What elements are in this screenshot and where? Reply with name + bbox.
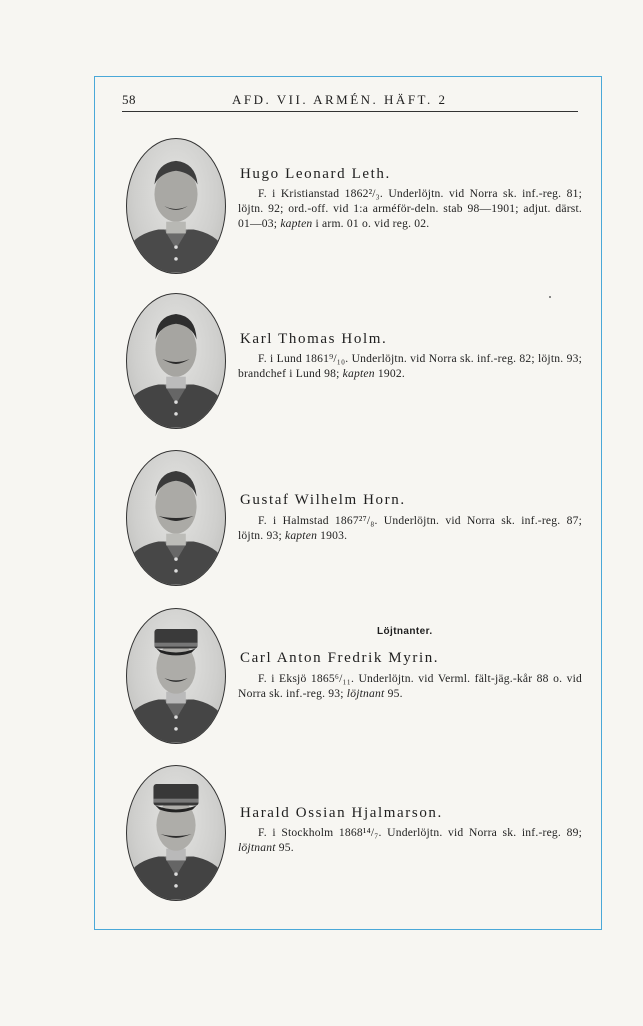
running-title: AFD. VII. ARMÉN. HÄFT. 2 [232,92,448,107]
person-bio [238,671,582,701]
person-name: Carl Anton Fredrik Myrin. [240,650,440,666]
portrait-officer-icon [127,294,225,428]
person-name: Gustaf Wilhelm Horn. [240,492,406,508]
person-bio [238,186,582,231]
speck [549,296,551,298]
person-name: Karl Thomas Holm. [240,331,388,347]
portrait-officer-icon [127,451,225,585]
portrait-image [126,138,226,274]
page-number: 58 [122,92,136,107]
portrait-officer-icon [127,139,225,273]
person-name: Hugo Leonard Leth. [240,166,391,182]
running-header [122,92,578,112]
person-name: Harald Ossian Hjalmarson. [240,805,443,821]
portrait-image [126,765,226,901]
bio-tail: 95. [275,841,294,854]
person-bio [238,825,582,855]
section-heading: Löjtnanter. [377,626,433,637]
bio-tail: 1902. [374,367,405,380]
bio-rank: löjtnant [346,687,385,700]
person-bio [238,513,582,543]
bio-text: F. i Stockholm 1868¹⁴/₇. Underlöjtn. vid Norra sk. inf.-reg. 89; [258,826,582,839]
bio-tail: i arm. 01 o. vid reg. 02. [312,217,430,230]
bio-rank: kapten [280,217,313,230]
header-rule [122,111,578,112]
bio-tail: 1903. [317,529,348,542]
portrait-image [126,293,226,429]
bio-text: F. i Kristianstad 1862²/₃. Underlöjtn. vid Norra sk. inf.-reg. 81; löjtn. 92; ord.-off. vid 1:a arméför-deln. stab 98—1901; adjut. därst. 01—03; [238,187,582,230]
bio-text: F. i Lund 1861⁹/₁₀. Underlöjtn. vid Norra sk. inf.-reg. 82; löjtn. 93; brandchef i Lund 98; [238,352,582,380]
bio-rank: kapten [284,529,318,542]
portrait-officer-cap-icon [127,609,225,743]
bio-text: F. i Halmstad 1867²⁷/₈. Underlöjtn. vid Norra sk. inf.-reg. 87; löjtn. 93; [238,514,582,542]
portrait-image [126,608,226,744]
bio-tail: 95. [384,687,403,700]
bio-rank: löjtnant [238,841,276,854]
portrait-officer-cap-icon [127,766,225,900]
bio-rank: kapten [342,367,375,380]
portrait-image [126,450,226,586]
person-bio [238,351,582,381]
bio-text: F. i Eksjö 1865⁶/₁₁. Underlöjtn. vid Verml. fält-jäg.-kår 88 o. vid Norra sk. inf.-reg. 93; [238,672,582,700]
